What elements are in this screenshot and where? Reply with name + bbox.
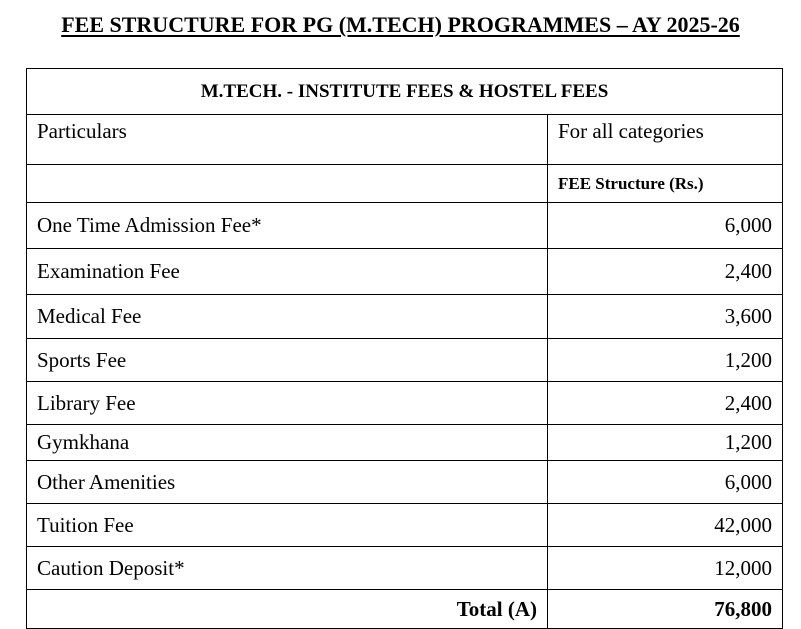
fee-amount: 12,000: [548, 547, 783, 590]
fee-amount: 3,600: [548, 295, 783, 339]
categories-header: For all categories: [548, 115, 783, 165]
table-row: [27, 547, 783, 590]
table-row: [27, 425, 783, 461]
sub-header-empty-cell: [27, 165, 548, 203]
total-amount: 76,800: [548, 590, 783, 629]
fee-amount: 1,200: [548, 339, 783, 382]
fee-label: One Time Admission Fee*: [27, 203, 548, 249]
fee-label: Tuition Fee: [27, 504, 548, 547]
table-row: [27, 203, 783, 249]
fee-amount: 2,400: [548, 249, 783, 295]
table-row: [27, 249, 783, 295]
particulars-header: Particulars: [27, 115, 548, 165]
document-title: FEE STRUCTURE FOR PG (M.TECH) PROGRAMMES – AY 2025-26: [61, 12, 740, 37]
fee-label: Gymkhana: [27, 425, 548, 461]
table-row: [27, 382, 783, 425]
fee-label: Examination Fee: [27, 249, 548, 295]
table-row: [27, 461, 783, 504]
fee-amount: 6,000: [548, 203, 783, 249]
fee-structure-table: [26, 68, 783, 629]
total-label: Total (A): [27, 590, 548, 629]
total-row: [27, 590, 783, 629]
fee-structure-header: FEE Structure (Rs.): [548, 165, 783, 203]
table-row: [27, 504, 783, 547]
fee-label: Sports Fee: [27, 339, 548, 382]
fee-amount: 42,000: [548, 504, 783, 547]
table-row: [27, 339, 783, 382]
fee-label: Other Amenities: [27, 461, 548, 504]
fee-amount: 2,400: [548, 382, 783, 425]
fee-amount: 1,200: [548, 425, 783, 461]
fee-label: Medical Fee: [27, 295, 548, 339]
table-heading-row: [27, 69, 783, 115]
fee-amount: 6,000: [548, 461, 783, 504]
table-heading: M.TECH. - INSTITUTE FEES & HOSTEL FEES: [27, 69, 783, 115]
table-row: [27, 295, 783, 339]
sub-header-row: [27, 165, 783, 203]
column-header-row: [27, 115, 783, 165]
fee-label: Library Fee: [27, 382, 548, 425]
fee-label: Caution Deposit*: [27, 547, 548, 590]
